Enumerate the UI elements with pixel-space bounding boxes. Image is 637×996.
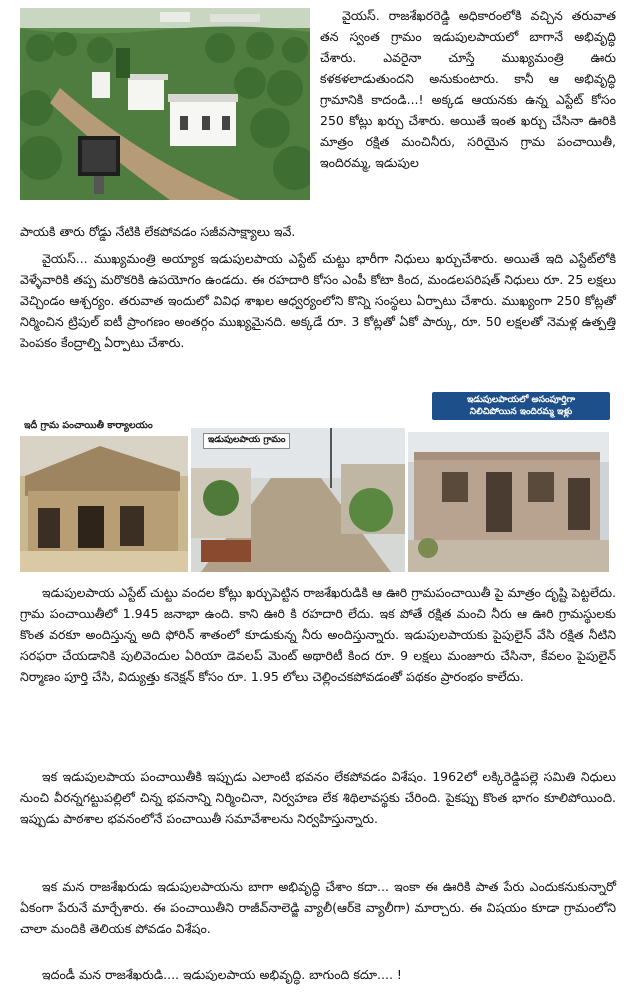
paragraph-closing: ఇదండీ మన రాజశేఖరుడి.... ఇడుపులపాయ అభివృద్ధి. బాగుంది కదూ.... ! <box>42 967 402 982</box>
paragraph-estate-funds: వైయస్... ముఖ్యమంత్రి అయ్యాక ఇడుపులపాయ ఎస్టేట్ చుట్టు భారీగా నిధులు ఖర్చుచేశారు. అయితే ఇది ఎస్టేట్‌లోకి వెళ్ళేవారికి తప్ప మరొకరికి ఉపయోగం ఉండదు. ఈ రహదారి కోసం ఎంపీ కోటా కింద, మండలపరిషత్ నిధులు రూ. 25 లక్షలు వెచ్చిండం ఆశ్చర్యం. తరువాత ఇందులో వివిధ శాఖల ఆధ్వర్యంలోని కొన్ని సంస్థలు ఏర్పాటు చేశారు. ముఖ్యంగా 250 కోట్లతో నిర్మించిన ట్రిపుల్ ఐటీ ప్రాంగణం అంతర్గం ముఖ్యమైనది. అక్కడే రూ. 3 కోట్లతో ఏకో పార్కు, రూ. 50 లక్షలతో నెమళ్ల ఉత్పత్తి పెంపకం కేంద్రాల్ని ఏర్పాటు చేశారు. <box>20 251 616 350</box>
paragraph-panchayat-neglect: ఇడుపులపాయ ఎస్టేట్ చుట్టు వందల కోట్లు ఖర్చుపెట్టిన రాజశేఖరుడికి ఆ ఊరి గ్రామపంచాయితీ పై మాత్రం దృష్టి పెట్టలేదు. గ్రామ పంచాయితీలో 1.945 జనాభా ఉంది. కాని ఊరి కి రహదారి లేదు. ఇక పోతే రక్షిత మంచి నీరు ఆ ఊరి గ్రామస్థులకు కొంత వరకూ అందిస్తున్న అది ఫోరిన్ శాతంలో కూడుకున్న నీరు అందిస్తున్నారు. ఇడుపులపాయకు పైపులైన్ వేసి రక్షిత నీటిని సరఫరా చేయడానికి పులివెందుల ఏరియా డెవలప్ మెంట్ అథారిటీ కింద రూ. 9 లక్షలు మంజూరు చేసినా, కేవలం పైపులైన్ నిర్మాణం పూర్తి చేసి, విద్యుత్తు కనెక్షన్ కోసం రూ. 1.95 లోలు చెల్లించకపోవడంతో పథకం ప్రారంభం కాలేదు. <box>20 585 616 684</box>
paragraph-name-change: ఇక మన రాజశేఖరుడు ఇడుపులపాయను బాగా అభివృద్ధి చేశాం కదా... ఇంకా ఈ ఊరికి పాత పేరు ఎందుకనుకున్నారో ఏకంగా పేరునే మార్చేశారు. ఈ పంచాయితీని రాజీవ్‌నాలెడ్జి వ్యాలీ(ఆర్‌కె వ్యాలీగా) మార్చారు. ఈ విషయం కూడా గ్రామంలోని చాలా మందికి తెలియక పోవడం విశేషం. <box>20 879 616 936</box>
panchayat-office-caption: ఇదీ గ్రామ పంచాయితీ కార్యాలయం <box>24 420 153 431</box>
village-road-photo <box>191 428 405 572</box>
indiramma-houses-photo <box>408 432 609 572</box>
intro-paragraph: వైయస్. రాజశేఖరరెడ్డి అధికారంలోకి వచ్చిన తరువాత తన స్వంత గ్రామం ఇడుపులపాయలో బాగానే అభివృద్ధి చేశారు. ఎవరైనా చూస్తే ముఖ్యమంత్రి ఊరు కళకళలాడుతుందని అనుకుంటారు. కానీ ఆ అభివృద్ధి గ్రామానికి కాదండి...! అక్కడ ఆయనకు ఉన్న ఎస్టేట్ కోసం 250 కోట్లు ఖర్చు చేశారు. అయితే ఇంత ఖర్చు చేసినా ఊరికి మాత్రం రక్షిత మంచినీరు, సరియైన గ్రామ పంచాయితీ, ఇందిరమ్మ, ఇడుపుల <box>320 8 616 170</box>
estate-aerial-photo <box>20 8 310 200</box>
intro-tail: పాయకి తారు రోడ్డు నేటికి లేకపోవడం సజీవసాక్ష్యాలు ఇవే. <box>20 224 296 239</box>
paragraph-panchayat-building: ఇక ఇడుపులపాయ పంచాయితీకి ఇప్పుడు ఎలాంటి భవనం లేకపోవడం విశేషం. 1962లో లక్కిరెడ్డిపల్లె సమితి నిధులు నుంచి వీరన్నగట్టుపల్లిలో చిన్న భవనాన్ని నిర్మించినా, నిర్వహణ లేక శిథిలావస్థకు చేరింది. పైకప్పు కొంత భాగం కూలిపోయింది. ఇప్పుడు పాఠశాల భవనంలోనే పంచాయితీ సమావేశాలను నిర్వహిస్తున్నారు. <box>20 769 616 826</box>
panchayat-office-photo <box>20 436 188 572</box>
village-photo-tag: ఇడుపులపాయ గ్రామం <box>203 433 290 449</box>
badge-line-1: ఇడుపులపాయలో అసంపూర్తిగా <box>466 395 576 405</box>
badge-line-2: నిలిచిపోయిన ఇందిరమ్మ ఇళ్లు <box>469 407 573 417</box>
indiramma-houses-badge <box>432 392 610 420</box>
